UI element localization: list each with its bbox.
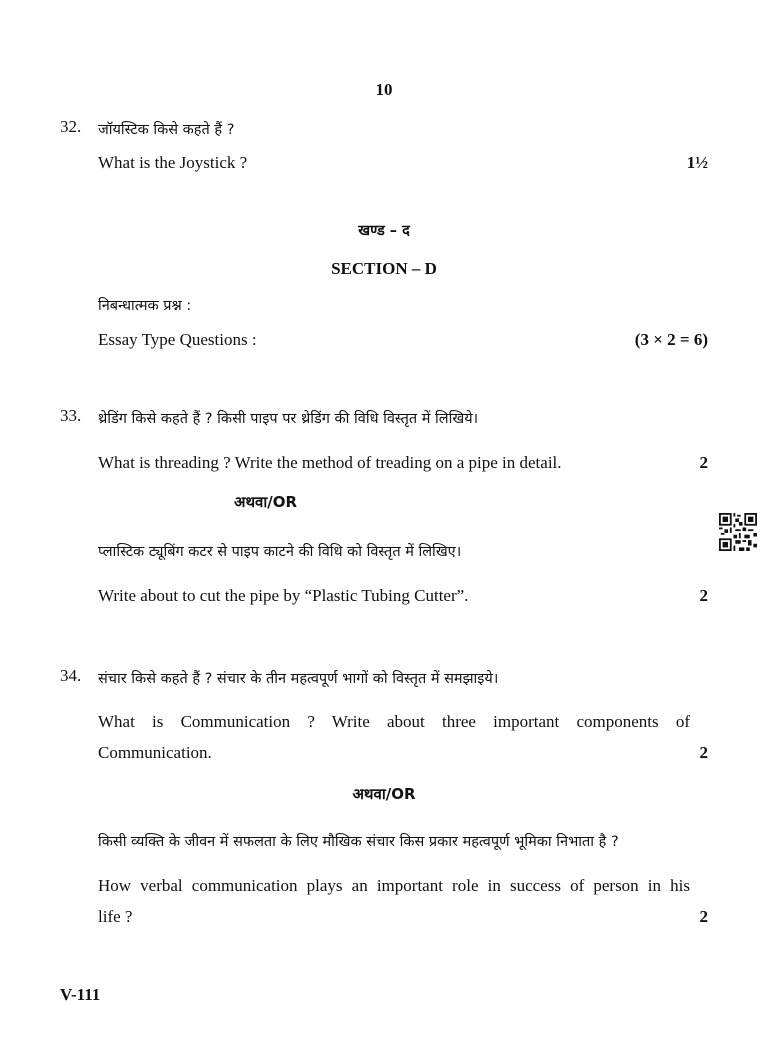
q33-alt-marks: 2	[699, 586, 708, 605]
qr-code-icon	[719, 513, 757, 551]
q33-or-label: अथवा/OR	[234, 493, 298, 511]
q34-alt-english-line1: How verbal communication plays an important role in success of person in his	[98, 876, 690, 895]
page-number: 10	[375, 80, 393, 99]
q33-marks: 2	[699, 453, 708, 472]
q34-english-line2: Communication.	[98, 743, 212, 762]
q32-number: 32.	[60, 117, 82, 136]
q34-alt-english-line2: life ?	[98, 907, 133, 926]
section-title: SECTION – D	[331, 259, 437, 278]
q32-english: What is the Joystick ?	[98, 153, 248, 172]
q32-hindi: जॉयस्टिक किसे कहते हैं ?	[98, 122, 235, 138]
section-subtitle: Essay Type Questions :	[98, 330, 257, 349]
q33-english: What is threading ? Write the method of treading on a pipe in detail.	[98, 453, 562, 472]
q34-alt-hindi: किसी व्यक्ति के जीवन में सफलता के लिए मौखिक संचार किस प्रकार महत्वपूर्ण भूमिका निभाता है ?	[98, 834, 619, 850]
q34-or-label: अथवा/OR	[352, 785, 416, 803]
footer-code: V-111	[60, 985, 101, 1004]
q33-alt-english: Write about to cut the pipe by “Plastic Tubing Cutter”.	[98, 586, 469, 605]
q34-hindi: संचार किसे कहते हैं ? संचार के तीन महत्वपूर्ण भागों को विस्तृत में समझाइये।	[98, 671, 499, 687]
q33-hindi: थ्रेडिंग किसे कहते हैं ? किसी पाइप पर थ्रेडिंग की विधि विस्तृत में लिखिये।	[98, 411, 479, 427]
q34-number: 34.	[60, 666, 82, 685]
q33-alt-hindi: प्लास्टिक ट्यूबिंग कटर से पाइप काटने की विधि को विस्तृत में लिखिए।	[98, 544, 462, 560]
section-hindi-title: खण्ड – द	[358, 223, 410, 239]
q34-english-line1: What is Communication ? Write about three important components of	[98, 712, 690, 731]
q33-number: 33.	[60, 406, 82, 425]
q34-alt-marks: 2	[699, 907, 708, 926]
q32-marks: 1½	[686, 153, 708, 172]
q34-marks: 2	[699, 743, 708, 762]
section-marks: (3 × 2 = 6)	[634, 330, 708, 349]
section-hindi-subtitle: निबन्धात्मक प्रश्न :	[98, 298, 192, 314]
